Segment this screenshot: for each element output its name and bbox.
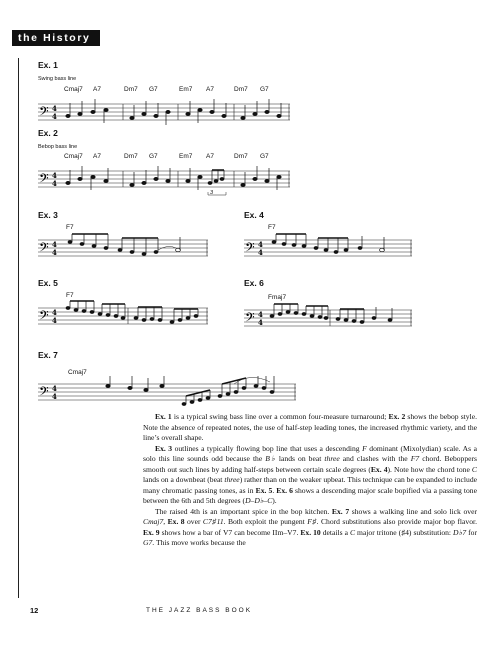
- svg-text:4: 4: [52, 240, 57, 249]
- text-run: C7♯11: [202, 517, 224, 526]
- svg-text:𝄢: 𝄢: [39, 384, 49, 402]
- text-run: ) rather than on the weaker upbeat. This technique can be expanded to include many chromatic passing tones, as in: [143, 475, 477, 495]
- text-run: C: [471, 464, 477, 474]
- example-2-label: Ex. 2: [38, 128, 58, 138]
- paragraph: [143, 412, 477, 444]
- section-header: the History: [12, 30, 100, 46]
- text-run: lands on a downbeat (beat: [143, 475, 225, 484]
- text-run: B♭: [265, 454, 276, 463]
- chord-symbol: G7: [260, 86, 269, 93]
- text-run: over: [184, 517, 203, 526]
- svg-text:𝄢: 𝄢: [245, 310, 255, 328]
- text-run: C: [349, 527, 356, 537]
- text-run: three: [324, 454, 340, 463]
- text-run: chord. Beboppers smooth out such lines by adding half-steps between certain scale degrees (: [143, 454, 477, 474]
- example-1-label: Ex. 1: [38, 60, 58, 70]
- text-run: Cmaj7: [143, 517, 164, 526]
- example-reference: Ex. 10: [300, 527, 321, 537]
- svg-text:𝄢: 𝄢: [39, 104, 49, 122]
- chord-symbol: G7: [260, 153, 269, 160]
- text-run: F: [362, 443, 367, 453]
- text-run: .: [272, 485, 277, 495]
- text-run: . This move works because the: [152, 538, 246, 547]
- svg-text:4: 4: [52, 248, 57, 257]
- svg-text:4: 4: [258, 248, 263, 257]
- svg-text:4: 4: [52, 392, 57, 401]
- chord-symbol: A7: [206, 153, 214, 160]
- svg-text:𝄢: 𝄢: [245, 240, 255, 258]
- paragraph: [143, 444, 477, 507]
- text-run: major tritone (♯4) substitution:: [355, 527, 454, 537]
- text-run: . Chord substitutions also provide major bop flavor.: [316, 517, 477, 526]
- chord-symbol: Cmaj7: [68, 369, 87, 376]
- chord-symbol: Em7: [179, 153, 193, 160]
- svg-text:4: 4: [52, 104, 57, 113]
- text-run: shows a descending major scale bopified via a passing tone between the 6th and 5th degrees (: [143, 485, 477, 505]
- text-run: The raised 4th is an important spice in the bop kitchen.: [155, 506, 332, 516]
- text-run: is a typical swing bass line over a common four-measure turnaround;: [171, 412, 389, 421]
- svg-text:𝄢: 𝄢: [39, 240, 49, 258]
- example-1-staff: [38, 98, 294, 132]
- page-number: 12: [30, 606, 39, 615]
- example-reference: Ex. 1: [155, 412, 172, 421]
- chord-symbol: Fmaj7: [268, 294, 287, 301]
- example-reference: Ex. 8: [167, 517, 185, 526]
- example-reference: Ex. 4: [370, 464, 388, 474]
- example-reference: Ex. 2: [388, 412, 406, 421]
- text-run: shows the bebop style. Note the absence of repeated notes, the use of half-step leading tones, the increased rhythmic variety, and the line’s overall shape.: [143, 412, 477, 442]
- svg-text:4: 4: [52, 384, 57, 393]
- chord-symbol: Cmaj7: [64, 153, 83, 160]
- text-run: . Both exploit the pungent: [223, 517, 308, 526]
- example-reference: Ex. 3: [155, 443, 173, 453]
- chord-symbol: Dm7: [234, 153, 248, 160]
- svg-text:4: 4: [258, 240, 263, 249]
- chord-symbol: Em7: [179, 86, 193, 93]
- text-run: lands on beat: [275, 454, 325, 463]
- svg-text:4: 4: [52, 171, 57, 180]
- example-4-label: Ex. 4: [244, 210, 264, 220]
- example-5-label: Ex. 5: [38, 278, 58, 288]
- chord-symbol: Dm7: [234, 86, 248, 93]
- chord-symbol: A7: [93, 153, 101, 160]
- text-run: details a: [320, 527, 350, 537]
- example-4-staff: [244, 232, 416, 266]
- text-run: for: [466, 527, 477, 537]
- example-1-sublabel: Swing bass line: [38, 76, 77, 82]
- triplet-marker: 3: [210, 190, 214, 196]
- example-reference: Ex. 5: [255, 485, 273, 495]
- text-run: dominant (Mixolydian) scale. As a solo this line sounds odd because the: [143, 443, 477, 463]
- example-5-staff: [38, 300, 210, 334]
- chord-symbol: Cmaj7: [64, 86, 83, 93]
- example-3-staff: [38, 232, 210, 266]
- text-run: G7: [143, 538, 153, 547]
- text-run: shows how a bar of V7 can become IIm–V7.: [159, 527, 301, 537]
- text-run: ). Note how the chord tone: [387, 464, 472, 474]
- svg-text:4: 4: [258, 318, 263, 327]
- chord-symbol: Dm7: [124, 153, 138, 160]
- example-3-label: Ex. 3: [38, 210, 58, 220]
- chord-symbol: G7: [149, 153, 158, 160]
- example-reference: Ex. 9: [143, 527, 160, 537]
- text-run: D–D♭–C: [245, 496, 273, 505]
- paragraph: [143, 507, 477, 549]
- text-run: and clashes with the: [339, 454, 411, 463]
- example-2-sublabel: Bebop bass line: [38, 144, 78, 150]
- example-reference: Ex. 7: [331, 506, 350, 516]
- chord-symbol: A7: [206, 86, 214, 93]
- chord-symbol: Dm7: [124, 86, 138, 93]
- text-run: D♭7: [453, 527, 467, 537]
- text-run: F7: [410, 454, 420, 463]
- text-run: ,: [163, 517, 168, 526]
- text-run: ).: [272, 496, 277, 505]
- text-run: F♯: [307, 517, 317, 526]
- margin-rule: [18, 58, 19, 598]
- example-reference: Ex. 6: [276, 485, 293, 495]
- running-footer-title: THE JAZZ BASS BOOK: [146, 607, 253, 614]
- svg-text:4: 4: [52, 112, 57, 121]
- text-run: three: [224, 475, 240, 484]
- chord-symbol: F7: [66, 224, 74, 231]
- text-run: shows a walking line and solo lick over: [349, 506, 477, 516]
- svg-text:4: 4: [52, 308, 57, 317]
- text-run: outlines a typically flowing bop line that uses a descending: [172, 443, 363, 453]
- svg-text:4: 4: [258, 310, 263, 319]
- svg-text:4: 4: [52, 179, 57, 188]
- svg-text:4: 4: [52, 316, 57, 325]
- chord-symbol: G7: [149, 86, 158, 93]
- svg-text:𝄢: 𝄢: [39, 171, 49, 189]
- chord-symbol: F7: [268, 224, 276, 231]
- example-7-staff: [38, 376, 298, 410]
- example-6-staff: [244, 302, 416, 336]
- chord-symbol: A7: [93, 86, 101, 93]
- example-2-staff: [38, 165, 294, 199]
- example-7-label: Ex. 7: [38, 350, 58, 360]
- body-text: [143, 412, 477, 549]
- chord-symbol: F7: [66, 292, 74, 299]
- svg-text:𝄢: 𝄢: [39, 308, 49, 326]
- example-6-label: Ex. 6: [244, 278, 264, 288]
